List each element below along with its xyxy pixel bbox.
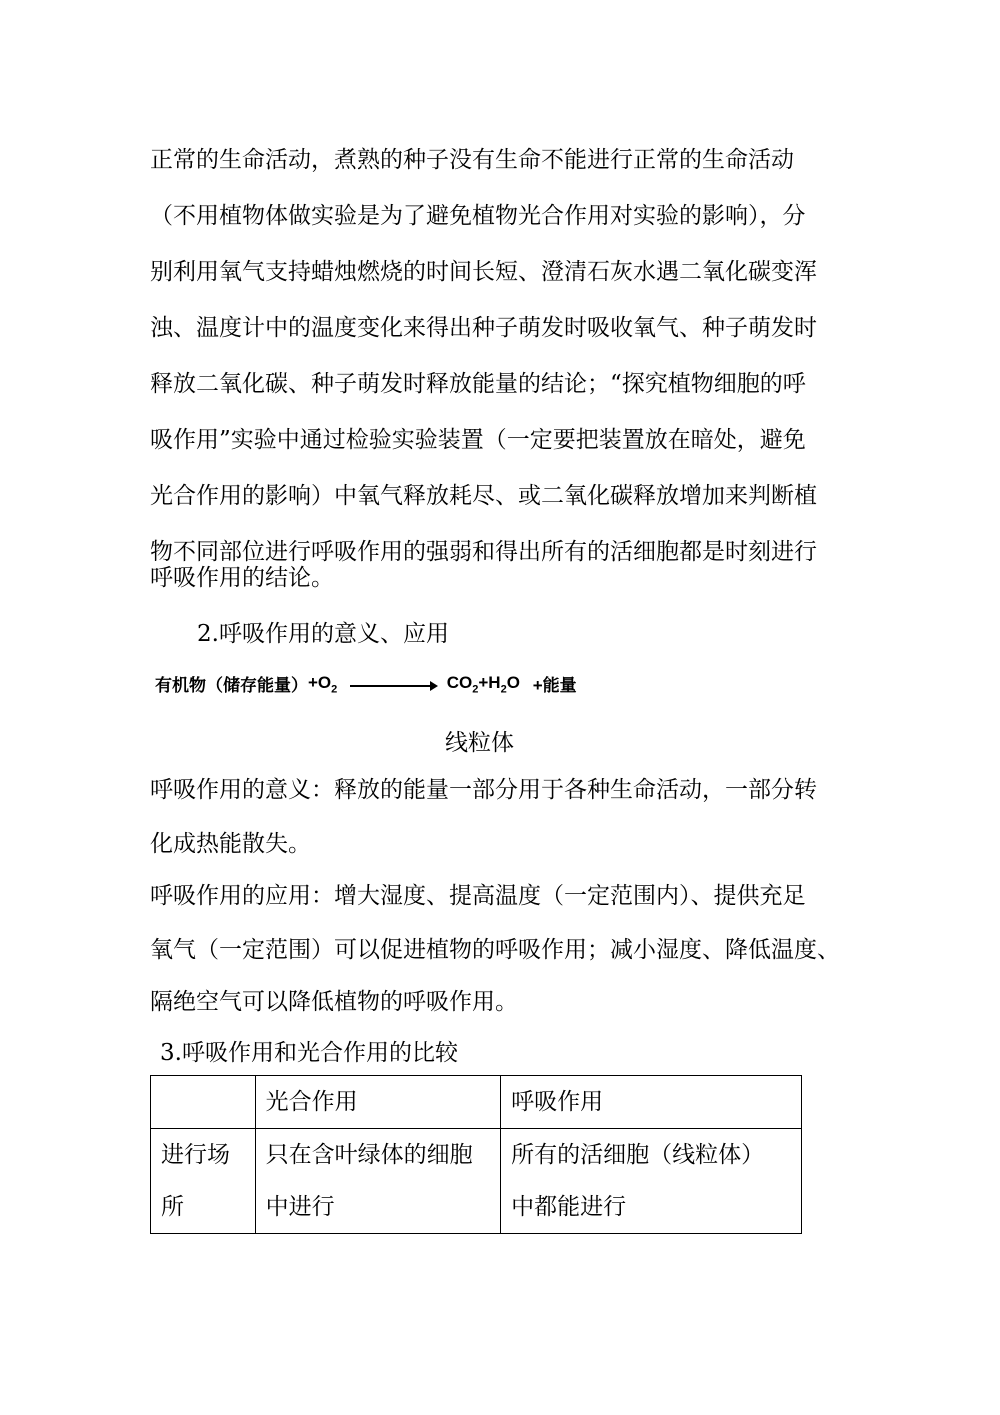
equation-products: $CO_2+H_2O$ [446, 673, 520, 696]
equation-reactant: 有机物（储存能量） [155, 676, 308, 696]
section-heading-meaning-application: 2.呼吸作用的意义、应用 [197, 621, 449, 647]
equation-oxygen: $+O_2$ [308, 673, 338, 696]
equation-condition: 线粒体 [445, 730, 514, 756]
text-line: 吸作用”实验中通过检验实验装置（一定要把装置放在暗处，避免 [150, 427, 806, 453]
text-line: 释放二氧化碳、种子萌发时释放能量的结论；“探究植物细胞的呼 [150, 371, 806, 397]
equation-energy: +能量 [532, 676, 577, 696]
text-line: 别利用氧气支持蜡烛燃烧的时间长短、澄清石灰水遇二氧化碳变浑 [150, 259, 817, 285]
table-header-row [151, 1076, 802, 1129]
table-row-label: 进行场 所 [151, 1129, 256, 1234]
table-header-cell: 光合作用 [255, 1076, 501, 1129]
comparison-table [150, 1075, 802, 1234]
table-row [151, 1129, 802, 1234]
text-line: 光合作用的影响）中氧气释放耗尽、或二氧化碳释放增加来判断植 [150, 483, 817, 509]
text-line: 正常的生命活动，煮熟的种子没有生命不能进行正常的生命活动 [150, 147, 794, 173]
reaction-arrow-icon [350, 685, 432, 687]
text-line: （不用植物体做实验是为了避免植物光合作用对实验的影响），分 [150, 203, 806, 229]
text-line: 呼吸作用的结论。 [150, 565, 334, 591]
table-header-cell [151, 1076, 256, 1129]
table-cell-respiration: 所有的活细胞（线粒体） 中都能进行 [501, 1129, 802, 1234]
table-header-cell: 呼吸作用 [501, 1076, 802, 1129]
text-line: 氧气（一定范围）可以促进植物的呼吸作用；减小湿度、降低温度、 [150, 937, 840, 963]
text-line: 浊、温度计中的温度变化来得出种子萌发时吸收氧气、种子萌发时 [150, 315, 817, 341]
text-line: 化成热能散失。 [150, 831, 311, 857]
text-line: 隔绝空气可以降低植物的呼吸作用。 [150, 989, 518, 1015]
respiration-equation [155, 668, 577, 698]
text-line: 呼吸作用的意义：释放的能量一部分用于各种生命活动，一部分转 [150, 777, 817, 803]
table-cell-photosynthesis: 只在含叶绿体的细胞 中进行 [255, 1129, 501, 1234]
text-line: 呼吸作用的应用：增大湿度、提高温度（一定范围内）、提供充足 [150, 883, 806, 909]
text-line: 物不同部位进行呼吸作用的强弱和得出所有的活细胞都是时刻进行 [150, 539, 817, 565]
section-heading-comparison: 3.呼吸作用和光合作用的比较 [160, 1040, 458, 1066]
